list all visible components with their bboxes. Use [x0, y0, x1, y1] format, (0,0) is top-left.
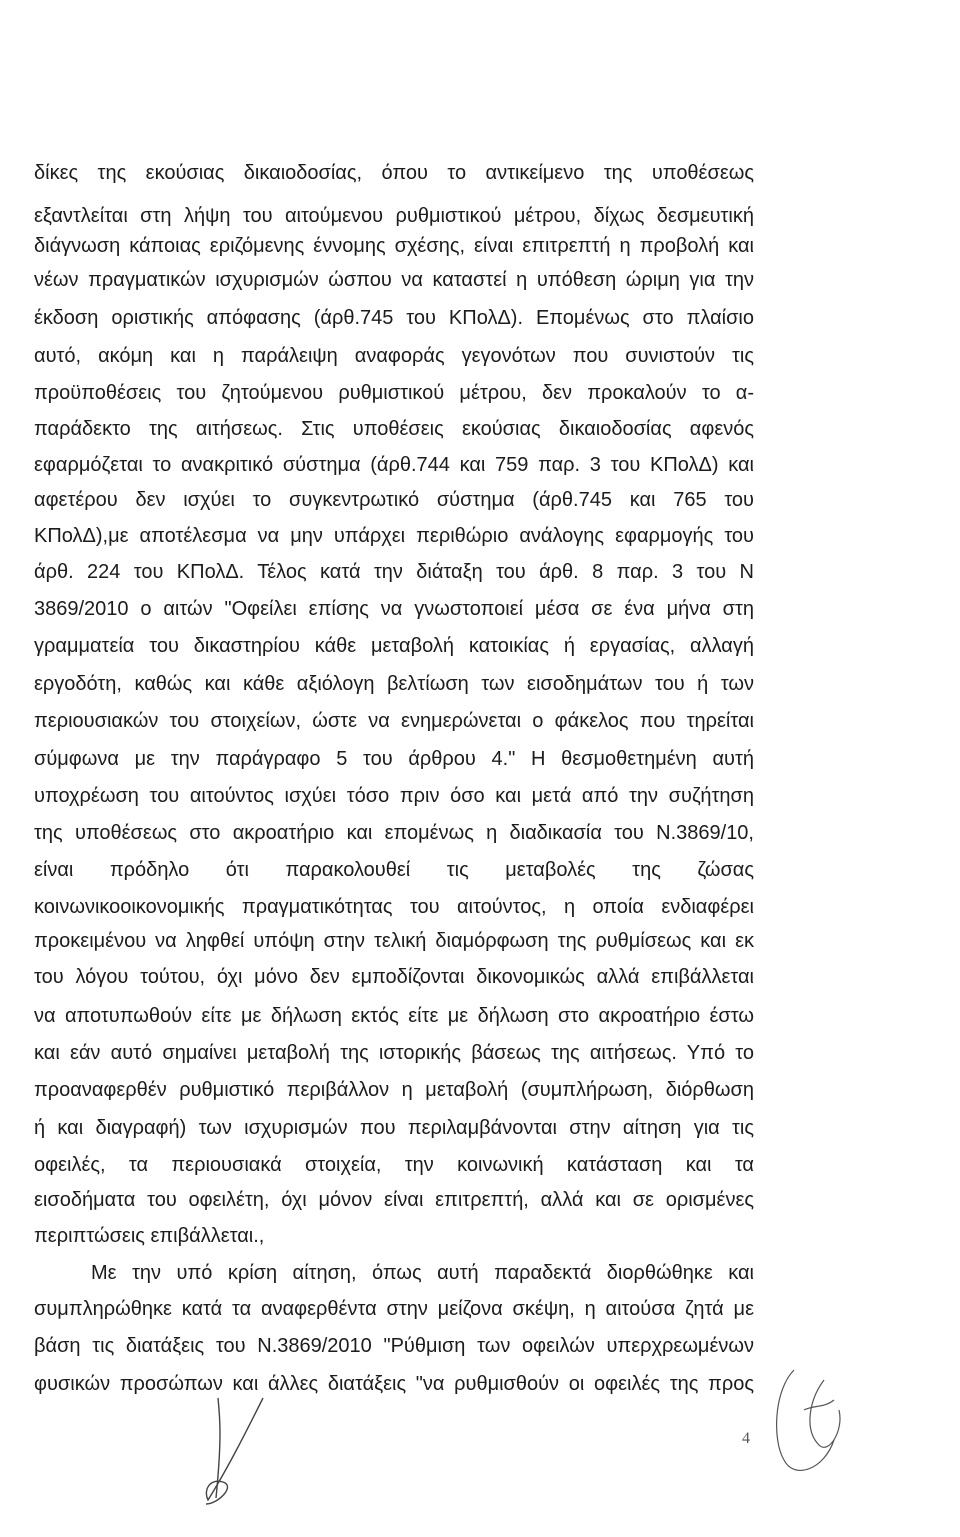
text-line: 3869/2010 ο αιτών "Οφείλει επίσης να γνωστοποιεί μέσα σε ένα μήνα στη	[34, 598, 754, 620]
text-line: εισοδήματα του οφειλέτη, όχι μόνον είναι επιτρεπτή, αλλά και σε ορισμένες	[34, 1189, 754, 1211]
text-line: γραμματεία του δικαστηρίου κάθε μεταβολή κατοικίας ή εργασίας, αλλαγή	[34, 635, 754, 657]
text-line: εφαρμόζεται το ανακριτικό σύστημα (άρθ.744 και 759 παρ. 3 του ΚΠολΔ) και	[34, 454, 754, 476]
text-line: νέων πραγματικών ισχυρισμών ώσπου να καταστεί η υπόθεση ώριμη για την	[34, 269, 754, 291]
text-line: προκειμένου να ληφθεί υπόψη στην τελική διαμόρφωση της ρυθμίσεως και εκ	[34, 930, 754, 952]
text-line: φυσικών προσώπων και άλλες διατάξεις "να ρυθμισθούν οι οφειλές της προς	[34, 1373, 754, 1395]
text-line: άρθ. 224 του ΚΠολΔ. Τέλος κατά την διάταξη του άρθ. 8 παρ. 3 του Ν	[34, 561, 754, 583]
text-line: εργοδότη, καθώς και κάθε αξιόλογη βελτίωση των εισοδημάτων του ή των	[34, 673, 754, 695]
text-line: Με την υπό κρίση αίτηση, όπως αυτή παραδεκτά διορθώθηκε και	[91, 1262, 754, 1284]
text-line: περιπτώσεις επιβάλλεται.,	[34, 1225, 265, 1247]
signature-initials	[178, 1378, 288, 1508]
text-line: δίκες της εκούσιας δικαιοδοσίας, όπου το αντικείμενο της υποθέσεως	[34, 162, 754, 184]
text-line: να αποτυπωθούν είτε με δήλωση εκτός είτε με δήλωση στο ακροατήριο έστω	[34, 1005, 754, 1027]
text-line: περιουσιακών του στοιχείων, ώστε να ενημερώνεται ο φάκελος που τηρείται	[34, 710, 754, 732]
text-line: αφετέρου δεν ισχύει το συγκεντρωτικό σύστημα (άρθ.745 και 765 του	[34, 489, 754, 511]
text-line: και εάν αυτό σημαίνει μεταβολή της ιστορικής βάσεως της αιτήσεως. Υπό το	[34, 1042, 754, 1064]
text-line: κοινωνικοοικονομικής πραγματικότητας του αιτούντος, η οποία ενδιαφέρει	[34, 896, 754, 918]
text-line: έκδοση οριστικής απόφασης (άρθ.745 του ΚΠολΔ). Επομένως στο πλαίσιο	[34, 307, 754, 329]
text-line: βάση τις διατάξεις του Ν.3869/2010 "Ρύθμιση των οφειλών υπερχρεωμένων	[34, 1335, 754, 1357]
text-line: διάγνωση κάποιας εριζόμενης έννομης σχέσης, είναι επιτρεπτή η προβολή και	[34, 235, 754, 257]
text-line: παράδεκτο της αιτήσεως. Στις υποθέσεις εκούσιας δικαιοδοσίας αφενός	[34, 418, 754, 440]
text-line: είναι πρόδηλο ότι παρακολουθεί τις μεταβολές της ζώσας	[34, 859, 754, 881]
text-line: προϋποθέσεις του ζητούμενου ρυθμιστικού μέτρου, δεν προκαλούν το α-	[34, 382, 754, 404]
text-line: οφειλές, τα περιουσιακά στοιχεία, την κοινωνική κατάσταση και τα	[34, 1154, 754, 1176]
text-line: ΚΠολΔ),με αποτέλεσμα να μην υπάρχει περιθώριο ανάλογης εφαρμογής του	[34, 525, 754, 547]
text-line: συμπληρώθηκε κατά τα αναφερθέντα στην μείζονα σκέψη, η αιτούσα ζητά με	[34, 1298, 754, 1320]
text-line: εξαντλείται στη λήψη του αιτούμενου ρυθμιστικού μέτρου, δίχως δεσμευτική	[34, 205, 754, 227]
text-line: σύμφωνα με την παράγραφο 5 του άρθρου 4." Η θεσμοθετημένη αυτή	[34, 748, 754, 770]
text-line: της υποθέσεως στο ακροατήριο και επομένως η διαδικασία του Ν.3869/10,	[34, 822, 754, 844]
text-line: αυτό, ακόμη και η παράλειψη αναφοράς γεγονότων που συνιστούν τις	[34, 345, 754, 367]
text-line: ή και διαγραφή) των ισχυρισμών που περιλαμβάνονται στην αίτηση για τις	[34, 1117, 754, 1139]
text-line: του λόγου τούτου, όχι μόνο δεν εμποδίζονται δικονομικώς αλλά επιβάλλεται	[34, 966, 754, 988]
page-number: 4	[742, 1430, 750, 1447]
text-line: υποχρέωση του αιτούντος ισχύει τόσο πριν όσο και μετά από την συζήτηση	[34, 785, 754, 807]
text-line: προαναφερθέν ρυθμιστικό περιβάλλον η μεταβολή (συμπλήρωση, διόρθωση	[34, 1079, 754, 1101]
signature-right	[764, 1350, 874, 1500]
